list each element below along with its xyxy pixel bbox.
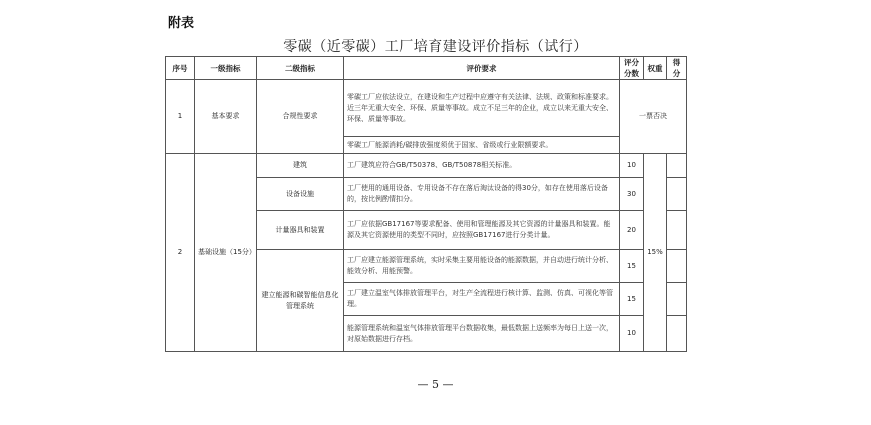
- table-row: [166, 154, 687, 178]
- table-header-row: [166, 57, 687, 80]
- header-score: 评分分数: [620, 57, 644, 80]
- evaluation-table: [165, 56, 687, 352]
- row2-requirement-ghg-platform: 工厂建立温室气体排放管理平台，对生产全流程进行核计算、监测、仿真、可视化等管理。: [344, 283, 620, 316]
- row2-score-building: 10: [620, 154, 644, 178]
- header-result: 得分: [667, 57, 687, 80]
- row2-requirement-metering: 工厂应依据GB17167等要求配备、使用和管理能源及其它资源的计量器具和装置。能源及其它资源使用的类型不同时，应按照GB17167进行分类计量。: [344, 211, 620, 250]
- row1-requirement-b: 零碳工厂能源消耗/碳排放强度须优于国家、省级或行业限额要求。: [344, 137, 620, 154]
- row1-level1: 基本要求: [195, 80, 257, 154]
- row2-score-energy-system: 15: [620, 250, 644, 283]
- row2-result-energy-system: [667, 250, 687, 283]
- row2-result-metering: [667, 211, 687, 250]
- row2-weight: 15%: [644, 154, 667, 352]
- row2-level2-equipment: 设备设施: [257, 178, 344, 211]
- header-requirement: 评价要求: [344, 57, 620, 80]
- appendix-label: 附表: [168, 16, 195, 31]
- header-weight: 权重: [644, 57, 667, 80]
- header-level1: 一级指标: [195, 57, 257, 80]
- row2-level2-building: 建筑: [257, 154, 344, 178]
- row2-requirement-data-collection: 能源管理系统和温室气体排放管理平台数据收集，最低数据上送频率为每日上送一次，对原始数据进行存档。: [344, 316, 620, 352]
- row1-level2: 合规性要求: [257, 80, 344, 154]
- row2-level1: 基础设施（15分）: [195, 154, 257, 352]
- row2-result-data-collection: [667, 316, 687, 352]
- row2-score-data-collection: 10: [620, 316, 644, 352]
- row2-level2-system: 建立能源和碳智能信息化管理系统: [257, 250, 344, 352]
- row2-requirement-energy-system: 工厂应建立能源管理系统，实时采集主要用能设备的能源数据，并自动进行统计分析、能效分析、用能预警。: [344, 250, 620, 283]
- page-number: — 5 —: [417, 378, 454, 391]
- header-index: 序号: [166, 57, 195, 80]
- row2-score-equipment: 30: [620, 178, 644, 211]
- row2-score-metering: 20: [620, 211, 644, 250]
- row2-result-ghg-platform: [667, 283, 687, 316]
- row2-score-ghg-platform: 15: [620, 283, 644, 316]
- row1-index: 1: [166, 80, 195, 154]
- row2-result-building: [667, 154, 687, 178]
- header-level2: 二级指标: [257, 57, 344, 80]
- row2-requirement-building: 工厂建筑应符合GB/T50378、GB/T50878相关标准。: [344, 154, 620, 178]
- row2-requirement-equipment: 工厂使用的通用设备、专用设备不存在落后淘汰设备的得30分，如存在使用落后设备的，按比例酌情扣分。: [344, 178, 620, 211]
- veto-cell: 一票否决: [620, 80, 687, 154]
- row2-level2-metering: 计量器具和装置: [257, 211, 344, 250]
- row1-requirement-a: 零碳工厂应依法设立，在建设和生产过程中应遵守有关法律、法规、政策和标准要求。近三年无重大安全、环保、质量等事故。成立不足三年的企业，成立以来无重大安全、环保、质量等事故。: [344, 80, 620, 137]
- row2-index: 2: [166, 154, 195, 352]
- document-title: 零碳（近零碳）工厂培育建设评价指标（试行）: [283, 39, 588, 55]
- table-row: [166, 80, 687, 137]
- row2-result-equipment: [667, 178, 687, 211]
